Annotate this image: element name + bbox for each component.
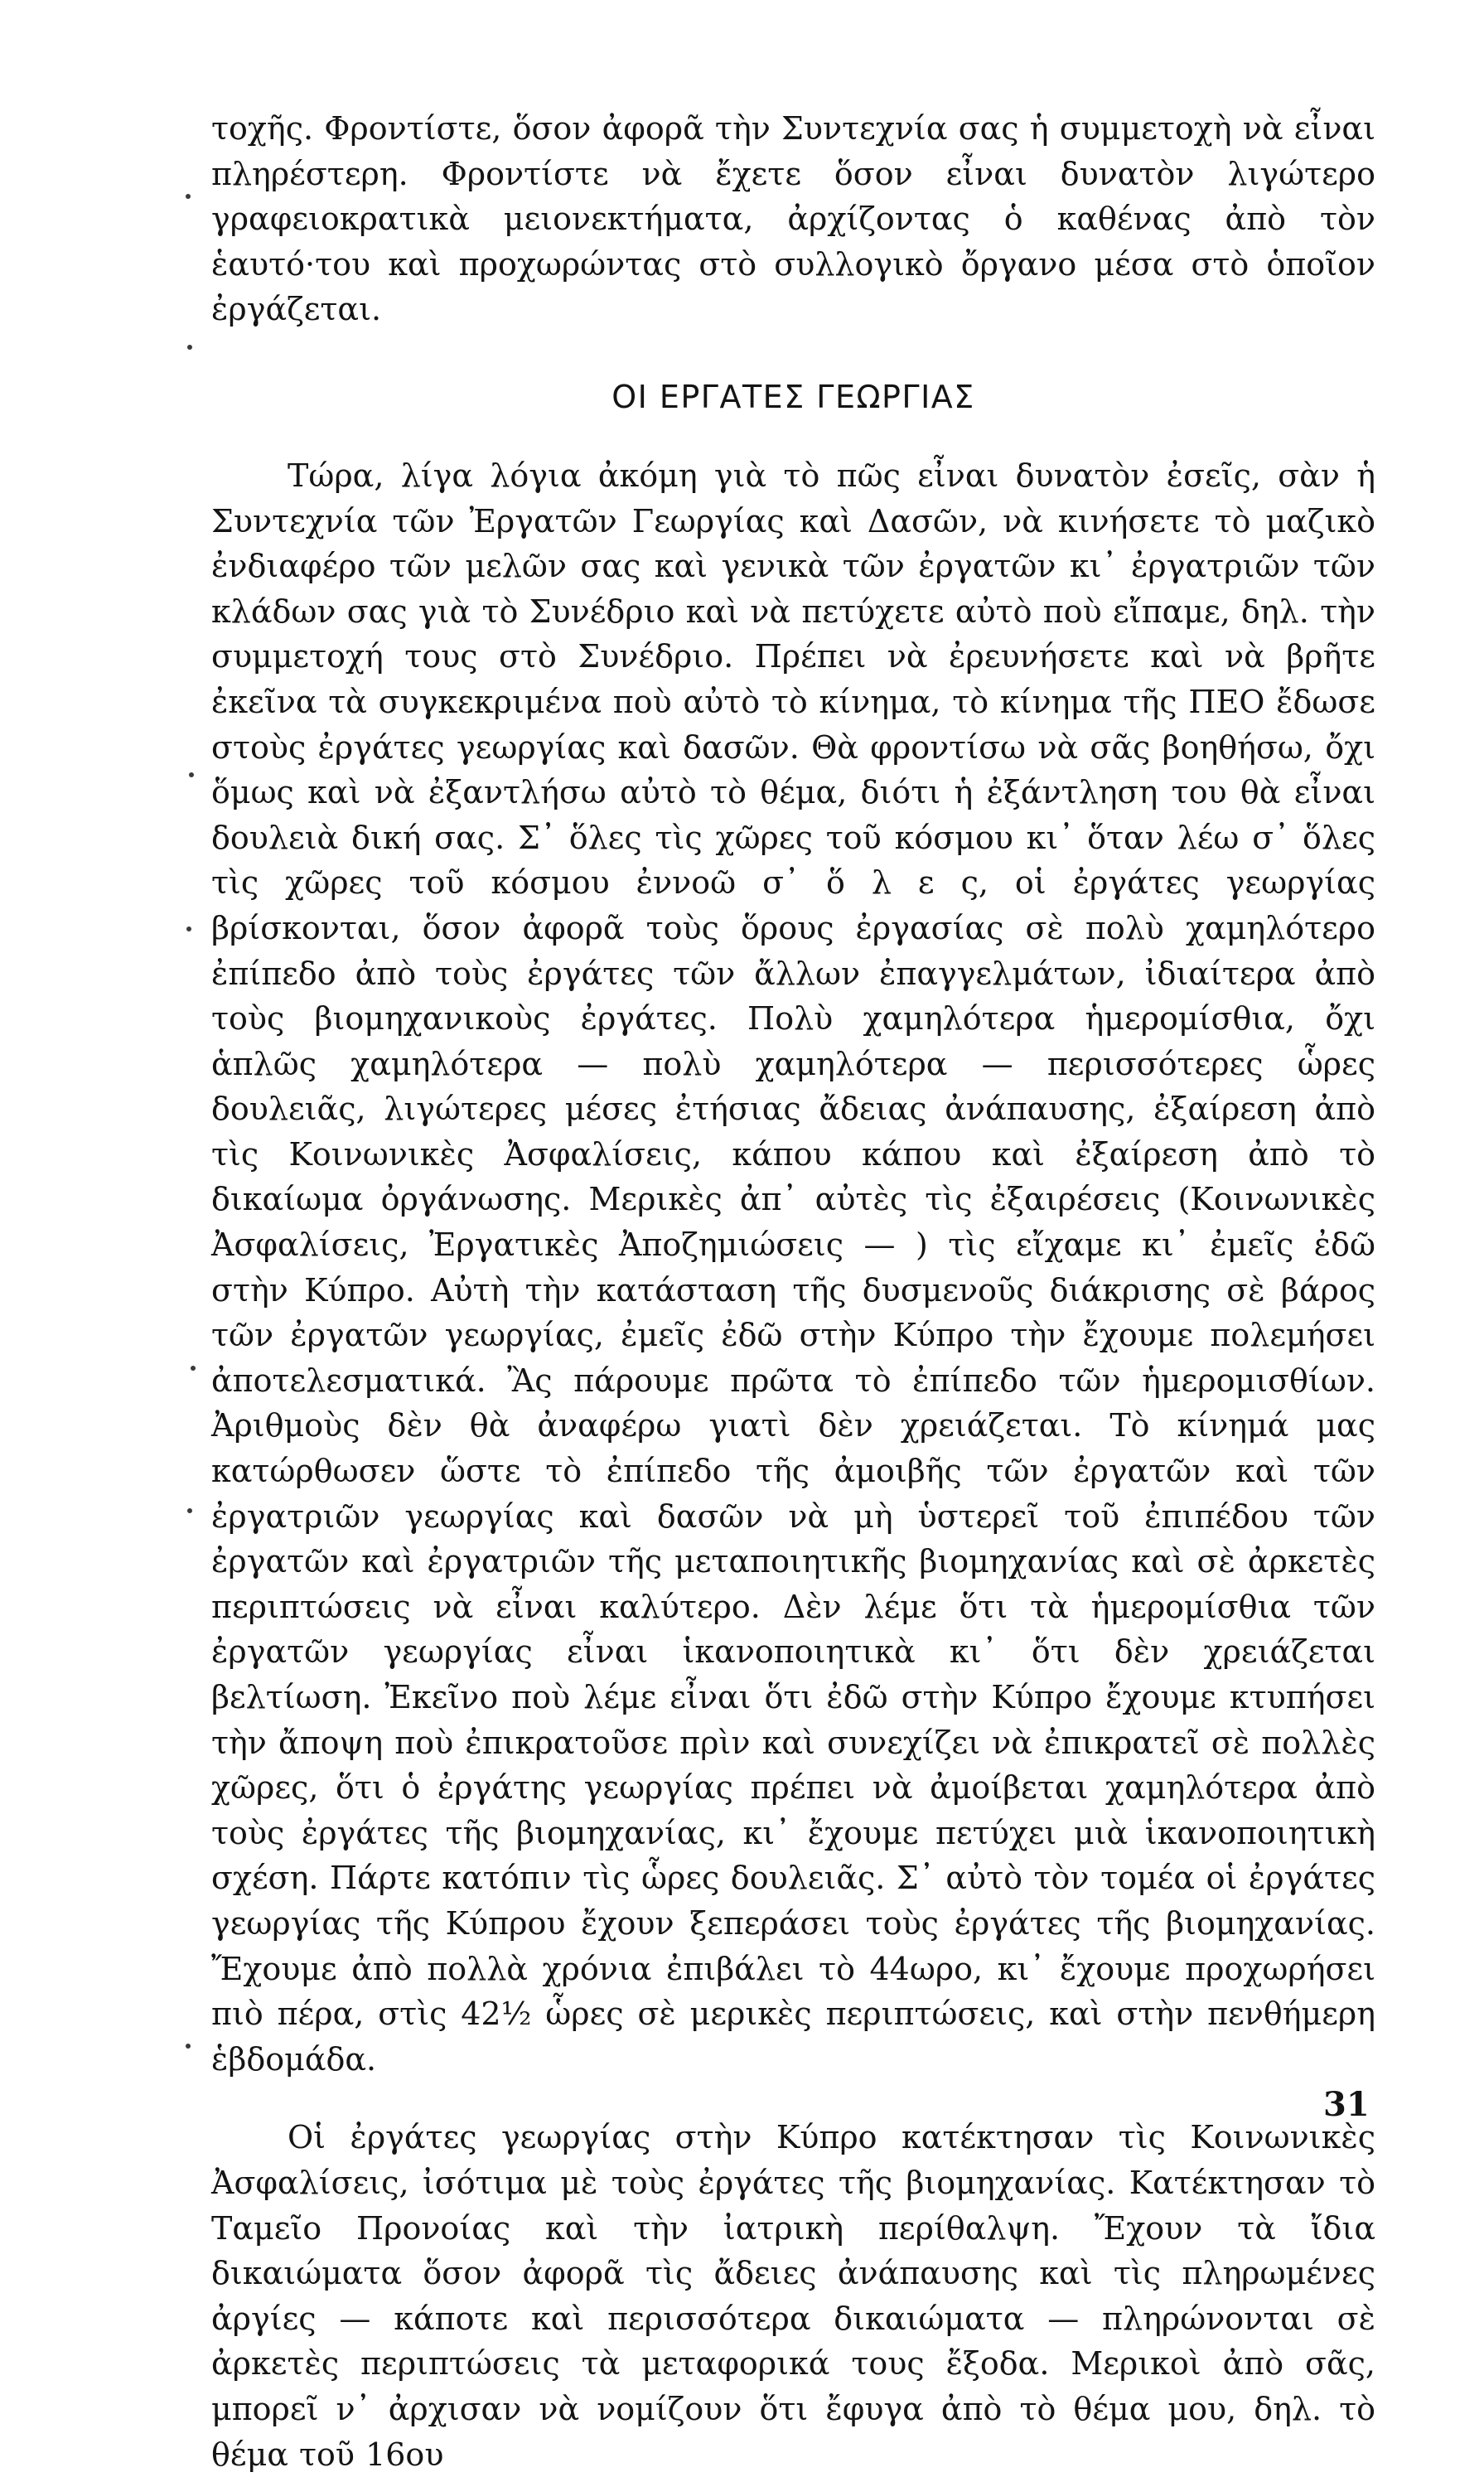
section-heading: ΟΙ ΕΡΓΑΤΕΣ ΓΕΩΡΓΙΑΣ xyxy=(611,378,975,415)
margin-speck xyxy=(187,345,192,350)
margin-speck xyxy=(187,1508,192,1513)
paragraph-workers-agriculture: Τώρα, λίγα λόγια ἀκόμη γιὰ τὸ πῶς εἶναι δυνατὸν ἐσεῖς, σὰν ἡ Συντεχνία τῶν Ἐργατῶν Γεωργίας καὶ Δασῶν, νὰ κινήσετε τὸ μαζικὸ ἐνδιαφέρο τῶν μελῶν σας καὶ γενικὰ τῶν ἐργατῶν κι᾿ ἐργατριῶν τῶν κλάδων σας γιὰ τὸ Συνέδριο καὶ νὰ πετύχετε αὐτὸ ποὺ εἴπαμε, δηλ. τὴν συμμετοχή τους στὸ Συνέδριο. Πρέπει νὰ ἐρευνήσετε καὶ νὰ βρῆτε ἐκεῖνα τὰ συγκεκριμένα ποὺ αὐτὸ τὸ κίνημα, τὸ κίνημα τῆς ΠΕΟ ἔδωσε στοὺς ἐργάτες γεωργίας καὶ δασῶν. Θὰ φροντίσω νὰ σᾶς βοηθήσω, ὄχι ὅμως καὶ νὰ ἐξαντλήσω αὐτὸ τὸ θέμα, διότι ἡ ἐξάντληση του θὰ εἶναι δουλειὰ δική σας. Σ᾿ ὅλες τὶς χῶρες τοῦ κόσμου κι᾿ ὅταν λέω σ᾿ ὅλες τὶς χῶρες τοῦ κόσμου ἐννοῶ σ᾿ ὅ λ ε ς, οἱ ἐργάτες γεωργίας βρίσκονται, ὅσον ἀφορᾶ τοὺς ὅρους ἐργασίας σὲ πολὺ χαμηλότερο ἐπίπεδο ἀπὸ τοὺς ἐργάτες τῶν ἄλλων ἐπαγγελμάτων, ἰδιαίτερα ἀπὸ τοὺς βιομηχανικοὺς ἐργάτες. Πολὺ χαμηλότερα ἡμερομίσθια, ὄχι ἁπλῶς χαμηλότερα — πολὺ χαμηλότερα — περισσότερες ὧρες δουλειᾶς, λιγώτερες μέσες ἐτήσιας ἄδειας ἀνάπαυσης, ἐξαίρεση ἀπὸ τὶς Κοινωνικὲς Ἀσφαλίσεις, κάπου κάπου καὶ ἐξαίρεση ἀπὸ τὸ δικαίωμα ὀργάνωσης. Μερικὲς ἀπ᾿ αὐτὲς τὶς ἐξαιρέσεις (Κοινωνικὲς Ἀσφαλίσεις, Ἐργατικὲς Ἀποζημιώσεις — ) τὶς εἴχαμε κι᾿ ἐμεῖς ἐδῶ στὴν Κύπρο. Αὐτὴ τὴν κατάσταση τῆς δυσμενοῦς διάκρισης σὲ βάρος τῶν ἐργατῶν γεωργίας, ἐμεῖς ἐδῶ στὴν Κύπρο τὴν ἔχουμε πολεμήσει ἀποτελεσματικά. Ἂς πάρουμε πρῶτα τὸ ἐπίπεδο τῶν ἡμερομισθίων. Ἀριθμοὺς δὲν θὰ ἀναφέρω γιατὶ δὲν χρειάζεται. Τὸ κίνημά μας κατώρθωσεν ὥστε τὸ ἐπίπεδο τῆς ἀμοιβῆς τῶν ἐργατῶν καὶ τῶν ἐργατριῶν γεωργίας καὶ δασῶν νὰ μὴ ὑστερεῖ τοῦ ἐπιπέδου τῶν ἐργατῶν καὶ ἐργατριῶν τῆς μεταποιητικῆς βιομηχανίας καὶ σὲ ἀρκετὲς περιπτώσεις νὰ εἶναι καλύτερο. Δὲν λέμε ὅτι τὰ ἡμερομίσθια τῶν ἐργατῶν γεωργίας εἶναι ἱκανοποιητικὰ κι᾿ ὅτι δὲν χρειάζεται βελτίωση. Ἐκεῖνο ποὺ λέμε εἶναι ὅτι ἐδῶ στὴν Κύπρο ἔχουμε κτυπήσει τὴν ἄποψη ποὺ ἐπικρατοῦσε πρὶν καὶ συνεχίζει νὰ ἐπικρατεῖ σὲ πολλὲς χῶρες, ὅτι ὁ ἐργάτης γεωργίας πρέπει νὰ ἀμοίβεται χαμηλότερα ἀπὸ τοὺς ἐργάτες τῆς βιομηχανίας, κι᾿ ἔχουμε πετύχει μιὰ ἱκανοποιητικὴ σχέση. Πάρτε κατόπιν τὶς ὧρες δουλειᾶς. Σ᾿ αὐτὸ τὸν τομέα οἱ ἐργάτες γεωργίας τῆς Κύπρου ἔχουν ξεπεράσει τοὺς ἐργάτες τῆς βιομηχανίας. Ἔχουμε ἀπὸ πολλὰ χρόνια ἐπιβάλει τὸ 44ωρο, κι᾿ ἔχουμε προχωρήσει πιὸ πέρα, στὶς 42½ ὧρες σὲ μερικὲς περιπτώσεις, καὶ στὴν πενθήμερη ἑβδομάδα. xyxy=(211,457,1375,2078)
margin-speck xyxy=(189,772,194,777)
intro-paragraph: τοχῆς. Φροντίστε, ὅσον ἀφορᾶ τὴν Συντεχνία σας ἡ συμμετοχὴ νὰ εἶναι πληρέστερη. Φροντίστε νὰ ἔχετε ὅσον εἶναι δυνατὸν λιγώτερο γραφειοκρατικὰ μειονεκτήματα, ἀρχίζοντας ὁ καθένας ἀπὸ τὸν ἑαυτό·του καὶ προχωρώντας στὸ συλλογικὸ ὄργανο μέσα στὸ ὁποῖον ἐργάζεται. xyxy=(211,110,1375,328)
margin-speck xyxy=(186,2044,191,2049)
margin-speck xyxy=(186,926,191,931)
margin-speck xyxy=(186,194,191,199)
margin-speck xyxy=(191,1366,196,1371)
page-number: 31 xyxy=(1323,2085,1370,2124)
body-text xyxy=(211,106,1375,2477)
paragraph-spacer xyxy=(211,2082,1375,2115)
paragraph-social-insurance: Οἱ ἐργάτες γεωργίας στὴν Κύπρο κατέκτησαν τὶς Κοινωνικὲς Ἀσφαλίσεις, ἰσότιμα μὲ τοὺς ἐργάτες τῆς βιομηχανίας. Κατέκτησαν τὸ Ταμεῖο Προνοίας καὶ τὴν ἰατρικὴ περίθαλψη. Ἔχουν τὰ ἴδια δικαιώματα ὅσον ἀφορᾶ τὶς ἄδειες ἀνάπαυσης καὶ τὶς πληρωμένες ἀργίες — κάποτε καὶ περισσότερα δικαιώματα — πληρώνονται σὲ ἀρκετὲς περιπτώσεις τὰ μεταφορικά τους ἔξοδα. Μερικοὶ ἀπὸ σᾶς, μπορεῖ ν᾿ ἀρχισαν νὰ νομίζουν ὅτι ἔφυγα ἀπὸ τὸ θέμα μου, δηλ. τὸ θέμα τοῦ 16ου xyxy=(211,2119,1375,2473)
